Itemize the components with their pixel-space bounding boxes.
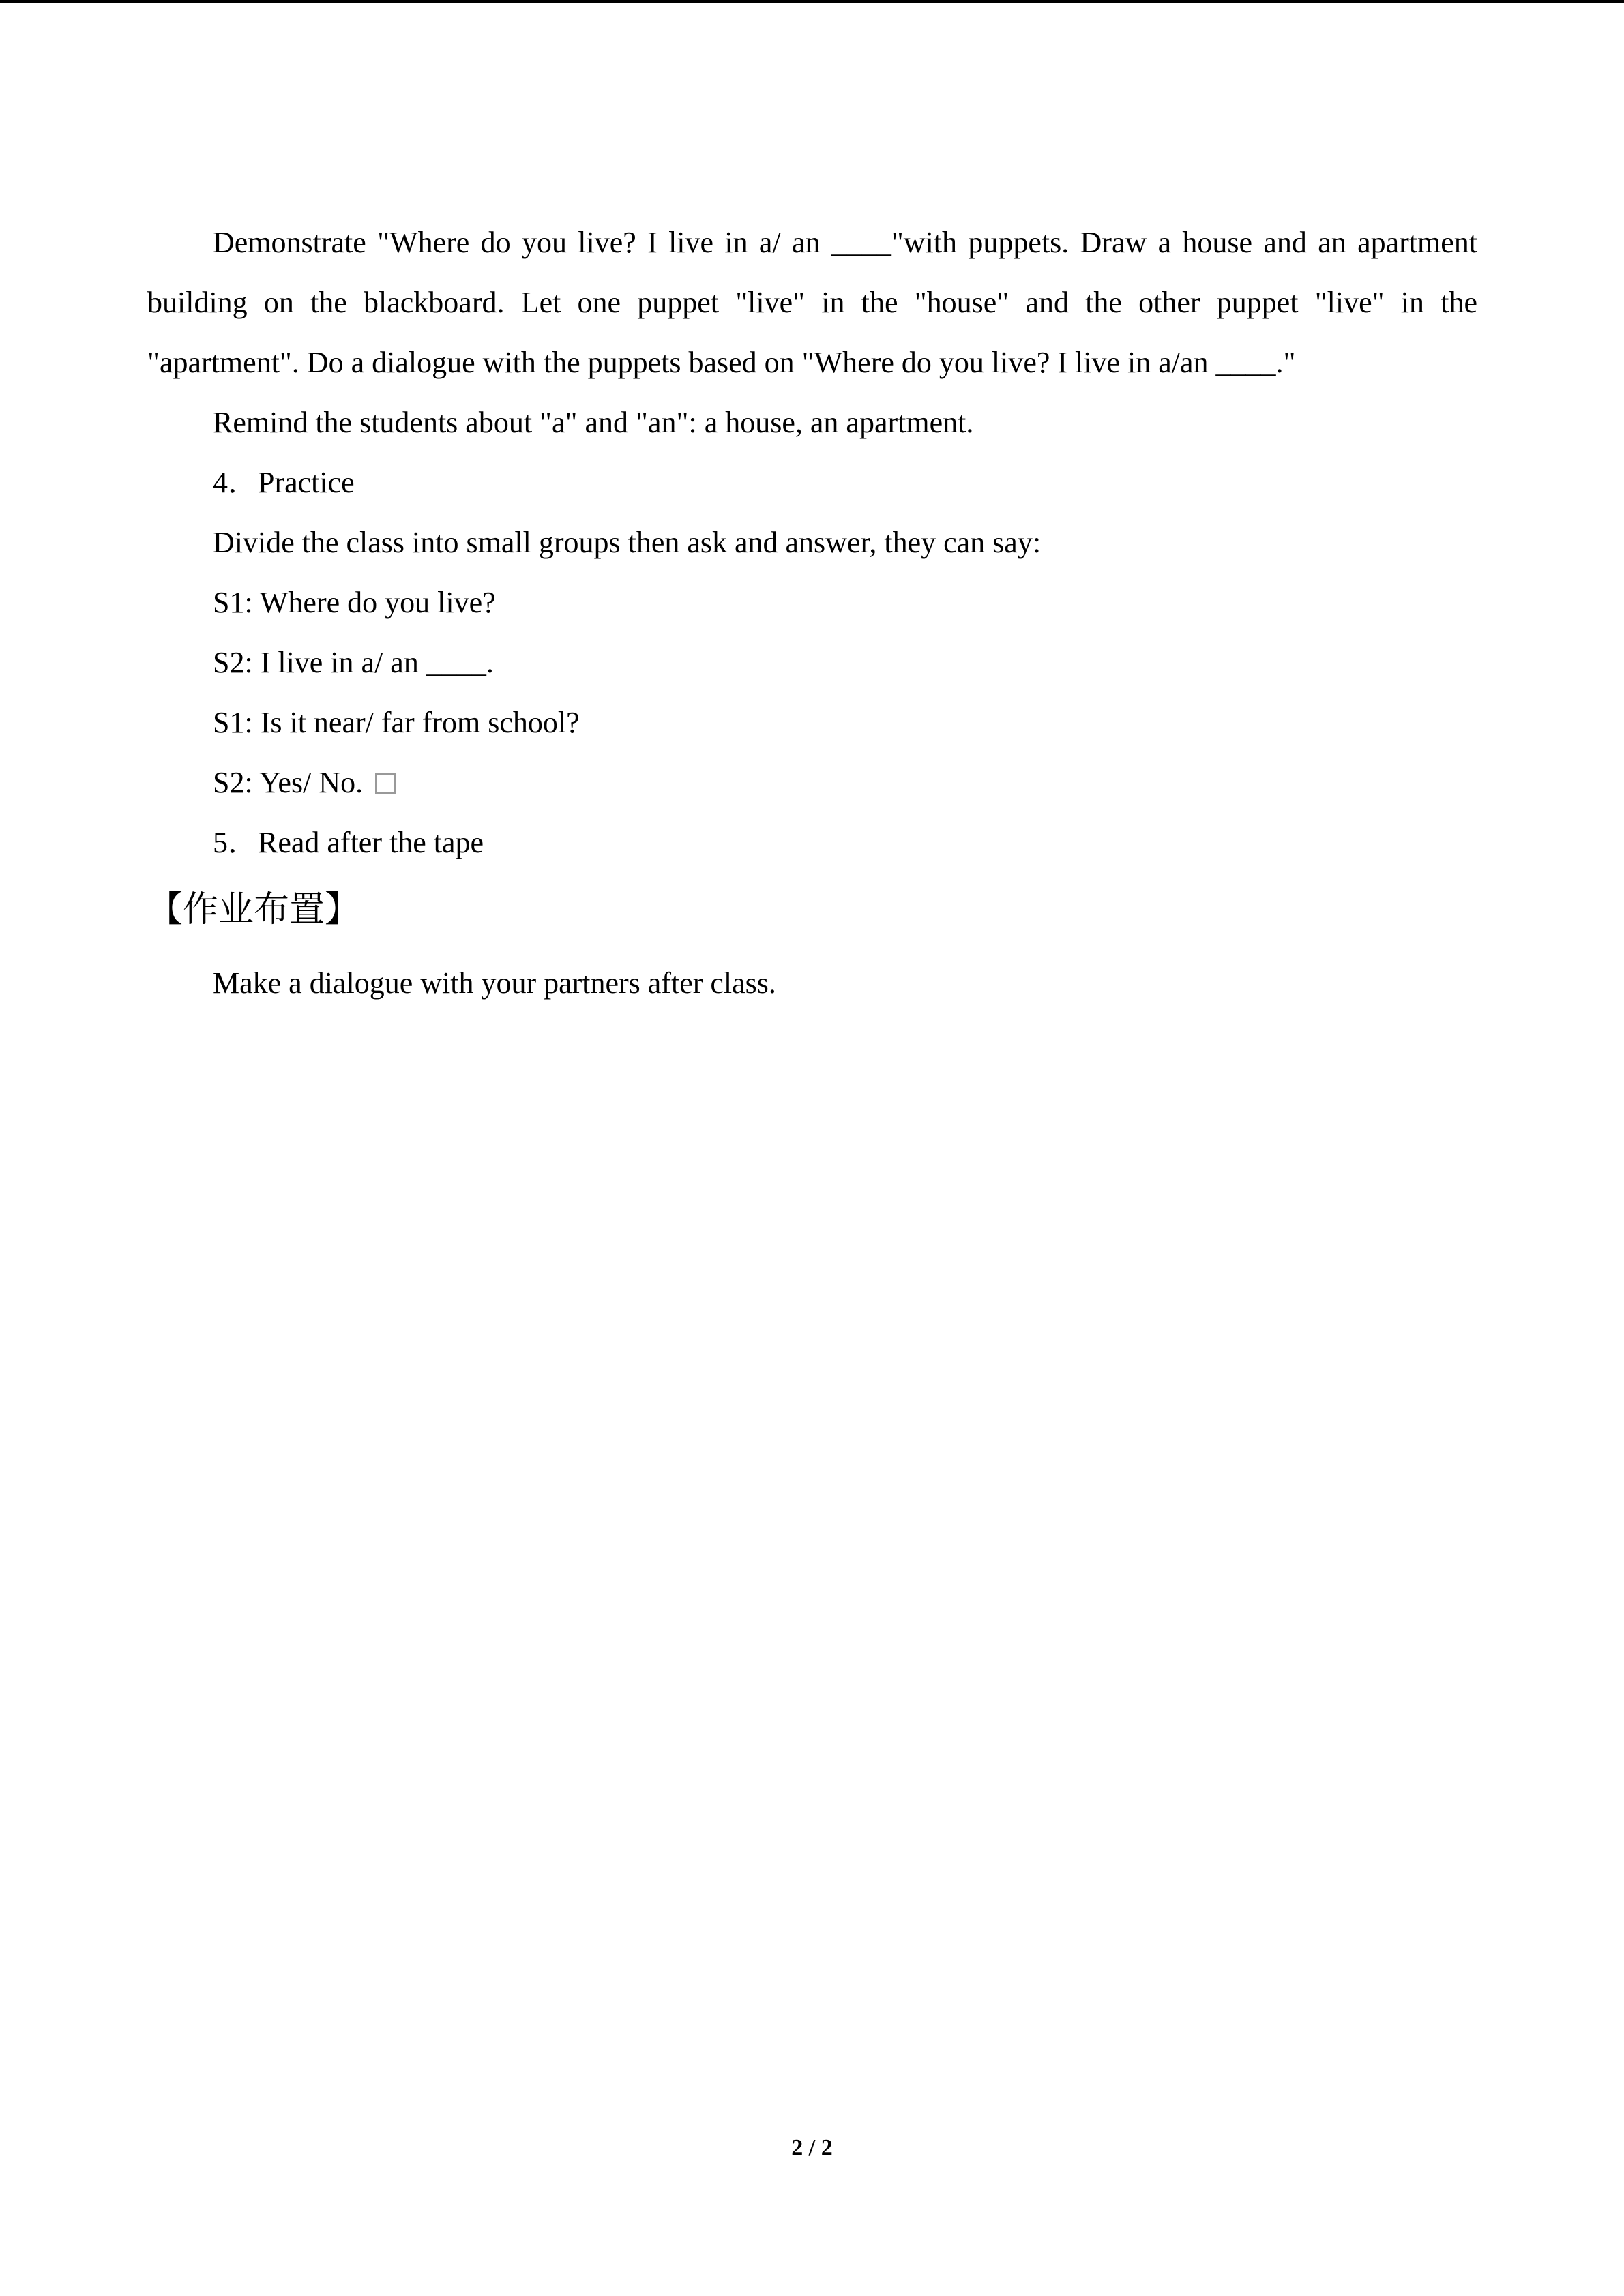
homework-text: Make a dialogue with your partners after class. bbox=[213, 966, 776, 1000]
paragraph-divide: Divide the class into small groups then ask and answer, they can say: bbox=[213, 526, 1042, 559]
page-number: 2 / 2 bbox=[791, 2135, 833, 2160]
empty-square-icon bbox=[375, 773, 396, 794]
dialogue-s2-live: S2: I live in a/ an ____. bbox=[213, 646, 494, 679]
dialogue-s1-where: S1: Where do you live? bbox=[213, 586, 496, 619]
paragraph-demonstrate: Demonstrate "Where do you live? I live in a/ an ____"with puppets. Draw a house and an apartment building on the blackboard. Let one puppet "live" in the "house" and the other puppet "live" in the "apartment". Do a dialogue with the puppets based on "Where do you live? I live in a/an ____." bbox=[147, 226, 1477, 379]
homework-heading: 【作业布置】 bbox=[147, 889, 361, 930]
dialogue-s2-yes-line bbox=[147, 753, 1477, 813]
dialogue-s1-near: S1: Is it near/ far from school? bbox=[213, 706, 580, 739]
paragraph-remind: Remind the students about "a" and "an": a house, an apartment. bbox=[213, 406, 974, 439]
document-body bbox=[147, 213, 1477, 1013]
page-top-border bbox=[0, 0, 1624, 3]
dialogue-s2-yes: S2: Yes/ No. bbox=[213, 766, 364, 799]
step-5-read: 5．Read after the tape bbox=[213, 826, 484, 859]
step-4-practice: 4．Practice bbox=[213, 466, 355, 499]
